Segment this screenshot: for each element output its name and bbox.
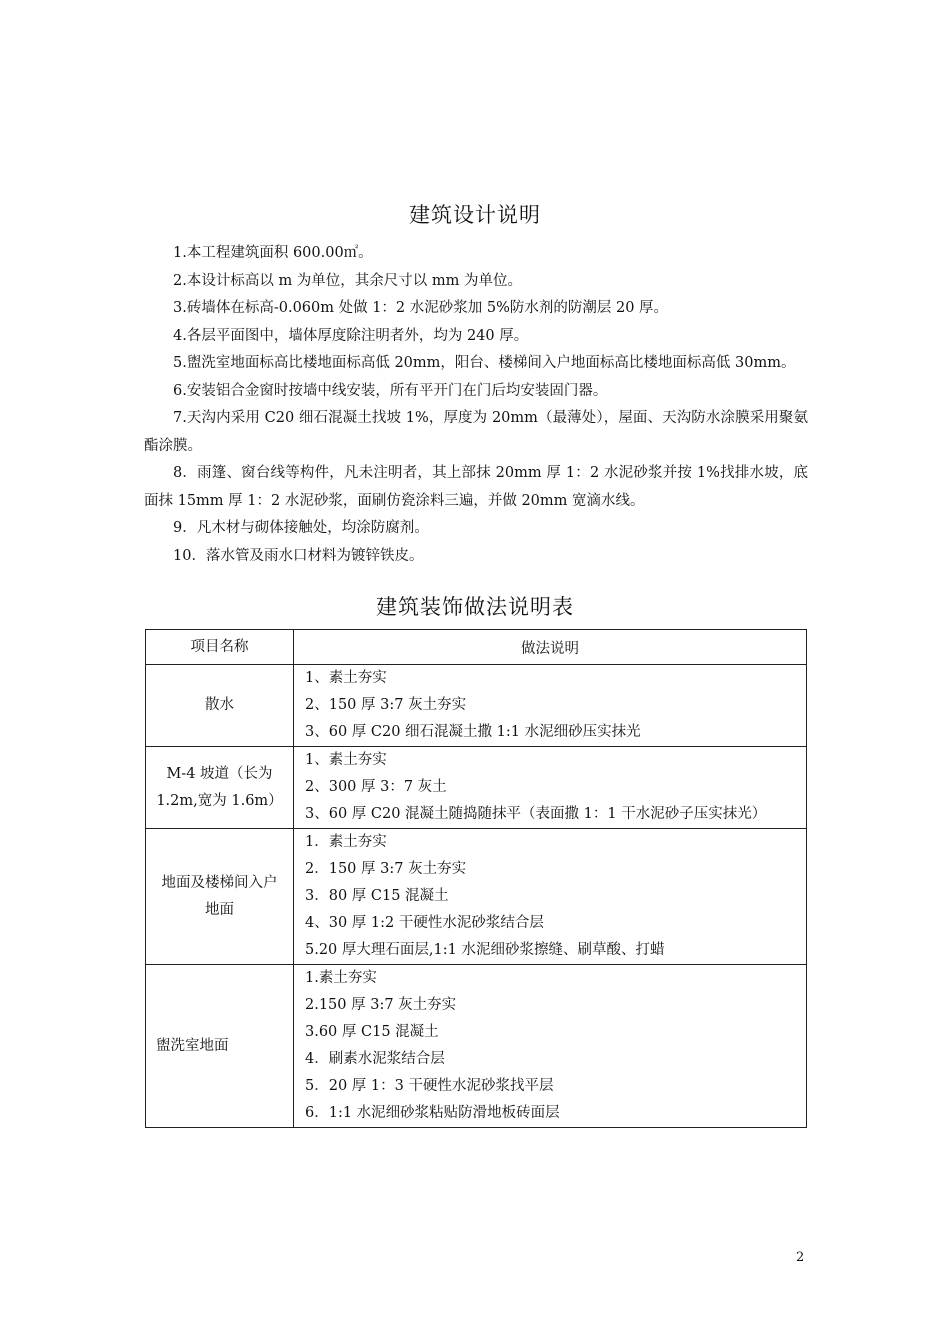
row-steps [294,665,807,747]
row-name: 地面及楼梯间入户地面 [146,829,294,965]
step-line: 1、素土夯实 [305,670,387,686]
table-row [146,829,807,965]
note-item: 5.盥洗室地面标高比楼地面标高低 20mm，阳台、楼梯间入户地面标高比楼地面标高低 30mm。 [173,355,796,371]
step-line: 1.素土夯实 [305,970,377,986]
note-item: 3.砖墙体在标高-0.060m 处做 1：2 水泥砂浆加 5%防水剂的防潮层 20 厚。 [173,300,669,316]
row-steps [294,747,807,829]
step-line: 4、30 厚 1:2 干硬性水泥砂浆结合层 [305,915,544,931]
step-line: 1、素土夯实 [305,752,387,768]
step-line: 6．1:1 水泥细砂浆粘贴防滑地板砖面层 [305,1105,560,1121]
step-line: 2．150 厚 3:7 灰土夯实 [305,861,467,877]
table-row [146,747,807,829]
note-item: 4.各层平面图中，墙体厚度除注明者外，均为 240 厚。 [173,327,529,344]
step-line: 5．20 厚 1：3 干硬性水泥砂浆找平层 [305,1078,554,1094]
decoration-spec-table [145,629,807,1128]
row-name: 盥洗室地面 [146,965,294,1128]
step-line: 2、150 厚 3:7 灰土夯实 [305,697,467,713]
note-item: 2.本设计标高以 m 为单位，其余尺寸以 mm 为单位。 [173,272,523,289]
step-line: 3．80 厚 C15 混凝土 [305,888,449,904]
step-line: 3、60 厚 C20 细石混凝土撒 1:1 水泥细砂压实抹光 [305,724,641,740]
table-header-row [146,630,807,665]
row-name: 散水 [146,665,294,747]
note-item: 6.安装铝合金窗时按墙中线安装，所有平开门在门后均安装固门器。 [173,382,608,399]
step-line: 2、300 厚 3：7 灰土 [305,779,447,795]
header-method: 做法说明 [294,630,807,665]
row-steps [294,965,807,1128]
step-line: 3.60 厚 C15 混凝土 [305,1024,439,1040]
note-item: 7.天沟内采用 C20 细石混凝土找坡 1%，厚度为 20mm（最薄处），屋面、天沟防水涂膜采用聚氨酯涂膜。 [144,410,808,454]
note-item: 8．雨篷、窗台线等构件，凡未注明者，其上部抹 20mm 厚 1：2 水泥砂浆并按 1%找排水坡，底面抹 15mm 厚 1：2 水泥砂浆，面刷仿瓷涂料三遍，并做 20mm 宽滴水线。 [144,465,808,509]
note-item: 10．落水管及雨水口材料为镀锌铁皮。 [173,547,424,564]
header-item-name: 项目名称 [146,630,294,665]
note-item: 1.本工程建筑面积 600.00㎡。 [173,245,373,261]
page-title: 建筑设计说明 [409,203,541,227]
row-steps [294,829,807,965]
row-name: M-4 坡道（长为 1.2m,宽为 1.6m） [146,747,294,829]
table-row [146,665,807,747]
design-notes [144,240,808,570]
step-line: 1．素土夯实 [305,834,387,850]
note-item: 9．凡木材与砌体接触处，均涂防腐剂。 [173,520,429,536]
step-line: 5.20 厚大理石面层,1:1 水泥细砂浆擦缝、刷草酸、打蜡 [305,942,665,958]
step-line: 3、60 厚 C20 混凝土随捣随抹平（表面撒 1：1 干水泥砂子压实抹光） [305,806,767,822]
step-line: 2.150 厚 3:7 灰土夯实 [305,997,457,1013]
step-line: 4．刷素水泥浆结合层 [305,1051,445,1067]
table-title: 建筑装饰做法说明表 [376,595,574,619]
page-number: 2 [796,1250,805,1265]
table-row [146,965,807,1128]
